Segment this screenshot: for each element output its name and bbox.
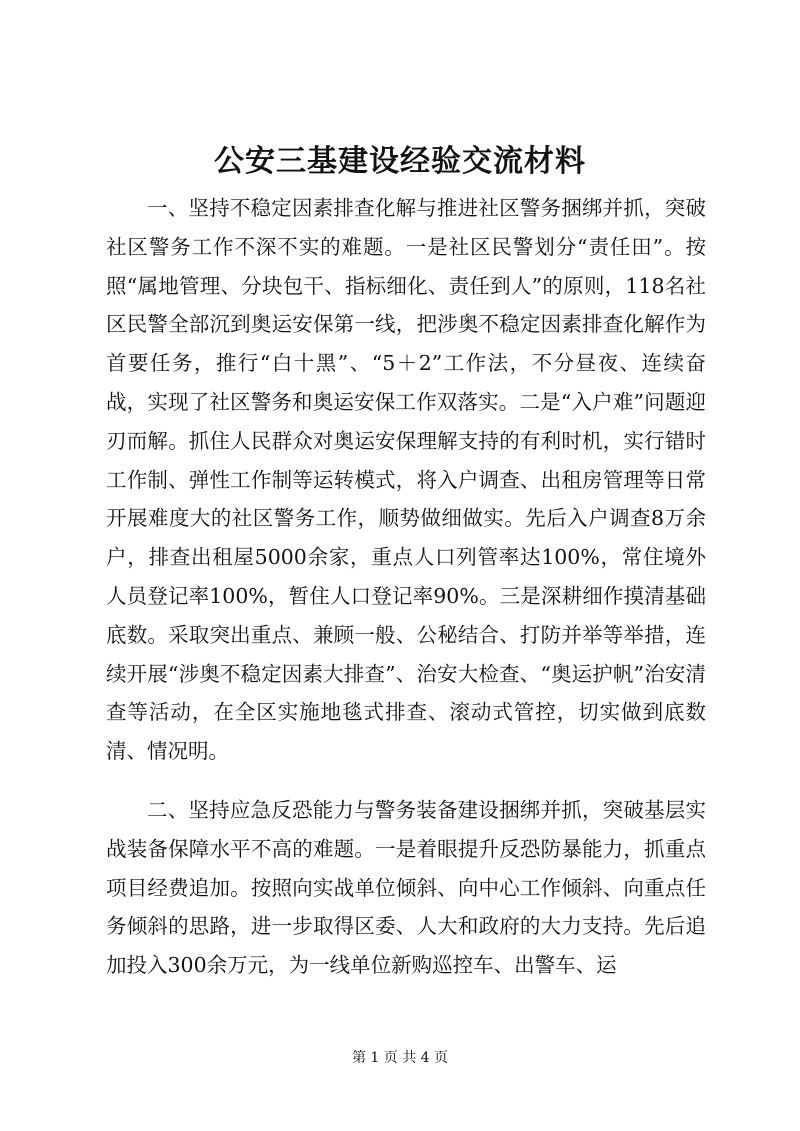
- paragraph-2: 二、坚持应急反恐能力与警务装备建设捆绑并抓，突破基层实战装备保障水平不高的难题。一是着眼提升反恐防暴能力，抓重点项目经费追加。按照向实战单位倾斜、向中心工作倾斜、向重点任务倾斜的思路，进一步取得区委、人大和政府的大力支持。先后追加投入300余万元，为一线单位新购巡控车、出警车、运: [106, 798, 706, 978]
- paragraph-block-2: [106, 791, 706, 985]
- paragraph-block-1: [106, 189, 706, 771]
- paragraph-1: 一、坚持不稳定因素排查化解与推进社区警务捆绑并抓，突破社区警务工作不深不实的难题。一是社区民警划分“责任田”。按照“属地管理、分块包干、指标细化、责任到人”的原则，118名社区民警全部沉到奥运安保第一线，把涉奥不稳定因素排查化解作为首要任务，推行“白十黑”、“5＋2”工作法，不分昼夜、连续奋战，实现了社区警务和奥运安保工作双落实。二是“入户难”问题迎刃而解。抓住人民群众对奥运安保理解支持的有利时机，实行错时工作制、弹性工作制等运转模式，将入户调查、出租房管理等日常开展难度大的社区警务工作，顺势做细做实。先后入户调查8万余户，排查出租屋5000余家，重点人口列管率达100%，常住境外人员登记率100%，暂住人口登记率90%。三是深耕细作摸清基础底数。采取突出重点、兼顾一般、公秘结合、打防并举等举措，连续开展“涉奥不稳定因素大排查”、治安大检查、“奥运护帆”治安清查等活动，在全区实施地毯式排查、滚动式管控，切实做到底数清、情况明。: [106, 196, 706, 764]
- document-title: 公安三基建设经验交流材料: [214, 144, 586, 179]
- page-footer: 第 1 页 共 4 页: [351, 1050, 449, 1066]
